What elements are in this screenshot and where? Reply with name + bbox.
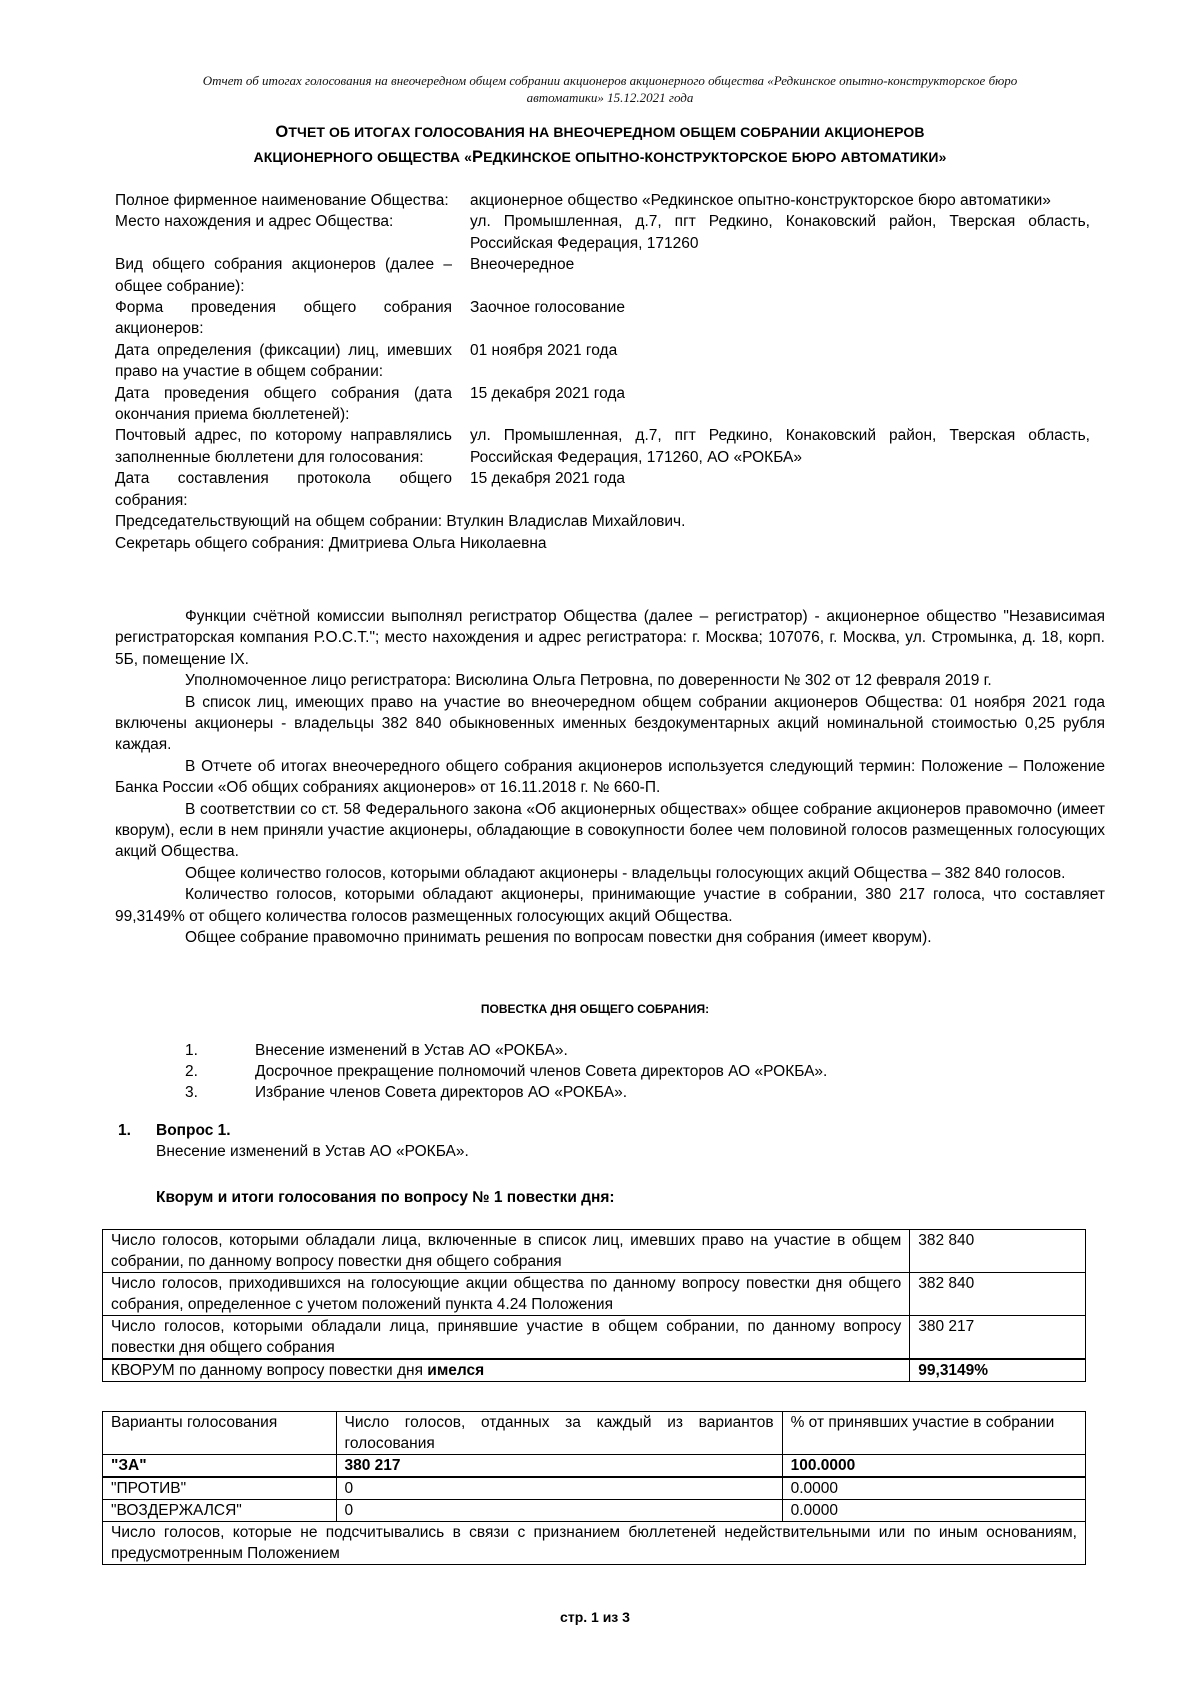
agenda-item-text: Избрание членов Совета директоров АО «РОКБА». (255, 1084, 628, 1101)
table-row (103, 1230, 1086, 1273)
running-header-line-1: Отчет об итогах голосования на внеочередном общем собрании акционеров акционерного общества «Редкинское опытно-конструкторское бюро (202, 73, 1018, 88)
info-value: ул. Промышленная, д.7, пгт Редкино, Конаковский район, Тверская область, Российская Федерация, 171260, АО «РОКБА» (470, 427, 1090, 466)
agenda-title: ПОВЕСТКА ДНЯ ОБЩЕГО СОБРАНИЯ: (480, 1002, 710, 1016)
secretary: Секретарь общего собрания: Дмитриева Ольга Николаевна (115, 534, 547, 552)
quorum-status: имелся (427, 1362, 485, 1379)
agenda-item (185, 1061, 827, 1082)
paragraph-shareholder-list: В список лиц, имеющих право на участие во внеочередном общем собрании акционеров Общества: 01 ноября 2021 года включены акционеры - владельцы 382 840 обыкновенных именных бездокументарных акций номинальной стоимостью 0,25 рубля каждая. (115, 693, 1105, 754)
paragraph-quorum-law: В соответствии со ст. 58 Федерального закона «Об акционерных обществах» общее собрание акционеров правомочно (имеет кворум), если в нем приняли участие акционеры, обладающие в совокупности более чем половиной голосов размещенных голосующих акций Общества. (115, 800, 1105, 861)
agenda-list (185, 1040, 827, 1103)
info-row-record-date (115, 340, 1105, 383)
agenda-item-text: Досрочное прекращение полномочий членов Совета директоров АО «РОКБА». (255, 1063, 828, 1080)
agenda-item-text: Внесение изменений в Устав АО «РОКБА». (255, 1042, 568, 1059)
question-number: 1. (118, 1122, 131, 1139)
quorum-label-cell: КВОРУМ по данному вопросу повестки дня имелся (103, 1359, 910, 1382)
document-title (100, 120, 1100, 170)
table-row (103, 1316, 1086, 1360)
table-cell-votes: 0 (336, 1477, 782, 1500)
agenda-item-number: 2. (185, 1063, 198, 1080)
info-row-meeting-form (115, 297, 1105, 340)
question-title: Вопрос 1. (156, 1122, 231, 1139)
info-row-meeting-type (115, 254, 1105, 297)
info-value: акционерное общество «Редкинское опытно-конструкторское бюро автоматики» (470, 192, 1051, 209)
info-label: Место нахождения и адрес Общества: (115, 213, 394, 231)
paragraph-total-votes: Общее количество голосов, которыми обладают акционеры - владельцы голосующих акций Общества – 382 840 голосов. (185, 864, 1066, 882)
paragraph-counting-commission: Функции счётной комиссии выполнял регистратор Общества (далее – регистратор) - акционерное общество "Независимая регистраторская компания Р.О.С.Т."; место нахождения и адрес регистратора: г. Москва; 107076, г. Москва, ул. Стромынка, д. 18, корп. 5Б, помещение IX. (115, 608, 1105, 668)
info-label: Дата составления протокола общего собрания: (115, 470, 452, 509)
info-value: 01 ноября 2021 года (470, 341, 618, 359)
quorum-table (102, 1229, 1086, 1382)
info-value: Заочное голосование (470, 299, 625, 317)
info-label: Дата определения (фиксации) лиц, имевших право на участие в общем собрании: (115, 341, 452, 381)
agenda-item-number: 3. (185, 1084, 198, 1101)
info-label: Полное фирменное наименование Общества: (115, 192, 449, 209)
column-header-votes: Число голосов, отданных за каждый из вариантов голосования (336, 1412, 782, 1455)
info-label: Почтовый адрес, по которому направлялись заполненные бюллетени для голосования: (115, 427, 452, 466)
info-value: 15 декабря 2021 года (470, 384, 626, 402)
column-header-percent: % от принявших участие в собрании (782, 1412, 1085, 1455)
table-row-against (103, 1477, 1086, 1500)
table-row-abstain (103, 1500, 1086, 1522)
running-header-line-2: автоматики» 15.12.2021 года (526, 90, 694, 105)
info-value: Внеочередное (470, 256, 575, 274)
running-header (130, 72, 1090, 106)
quorum-section-title: Кворум и итоги голосования по вопросу № 1 повестки дня: (156, 1189, 615, 1206)
table-cell-votes: 0 (336, 1500, 782, 1522)
company-info (115, 190, 1105, 554)
info-label: Форма проведения общего собрания акционеров: (115, 299, 452, 338)
quorum-row (103, 1359, 1086, 1382)
table-cell-value: 382 840 (910, 1230, 1086, 1273)
table-row (103, 1273, 1086, 1316)
paragraph-participating-votes: Количество голосов, которыми обладают акционеры, принимающие участие в собрании, 380 217 голоса, что составляет 99,3149% от общего количества голосов размещенных голосующих акций Общества. (115, 886, 1105, 925)
info-value: 15 декабря 2021 года (470, 470, 626, 488)
info-row-postal-address (115, 425, 1105, 468)
chairman: Председательствующий на общем собрании: Втулкин Владислав Михайлович. (115, 513, 686, 531)
paragraph-quorum-result: Общее собрание правомочно принимать решения по вопросам повестки дня собрания (имеет кворум). (185, 929, 932, 947)
info-row-full-name (115, 190, 1105, 211)
table-row-invalid-votes (103, 1522, 1086, 1565)
info-value: ул. Промышленная, д.7, пгт Редкино, Конаковский район, Тверская область, Российская Федерация, 171260 (470, 213, 1090, 252)
quorum-value: 99,3149% (910, 1359, 1086, 1382)
table-cell-description: Число голосов, которыми обладали лица, принявшие участие в общем собрании, по данному вопросу повестки дня общего собрания (103, 1316, 910, 1360)
table-cell-option: "ВОЗДЕРЖАЛСЯ" (103, 1500, 337, 1522)
agenda-item (185, 1040, 827, 1061)
info-row-address (115, 211, 1105, 254)
table-row-for (103, 1455, 1086, 1478)
question-1 (118, 1120, 469, 1163)
page-number: стр. 1 из 3 (560, 1609, 630, 1625)
info-label: Дата проведения общего собрания (дата окончания приема бюллетеней): (115, 384, 452, 424)
info-label: Вид общего собрания акционеров (далее – общее собрание): (115, 256, 452, 295)
title-line-1: ОТЧЕТ ОБ ИТОГАХ ГОЛОСОВАНИЯ НА ВНЕОЧЕРЕДНОМ ОБЩЕМ СОБРАНИИ АКЦИОНЕРОВ (275, 123, 925, 141)
table-cell-votes: 380 217 (336, 1455, 782, 1478)
table-cell-option: "ЗА" (103, 1455, 337, 1478)
info-row-meeting-date (115, 383, 1105, 426)
question-heading (118, 1120, 469, 1141)
title-line-2: АКЦИОНЕРНОГО ОБЩЕСТВА «РЕДКИНСКОЕ ОПЫТНО-КОНСТРУКТОРСКОЕ БЮРО АВТОМАТИКИ» (253, 148, 947, 166)
invalid-votes-note: Число голосов, которые не подсчитывались в связи с признанием бюллетеней недействительными или по иным основаниям, предусмотренным Положением (103, 1522, 1086, 1565)
table-cell-value: 380 217 (910, 1316, 1086, 1360)
votes-table (102, 1411, 1086, 1565)
info-row-protocol-date (115, 468, 1105, 511)
table-header-row (103, 1412, 1086, 1455)
table-cell-option: "ПРОТИВ" (103, 1477, 337, 1500)
table-cell-value: 382 840 (910, 1273, 1086, 1316)
column-header-option: Варианты голосования (103, 1412, 337, 1455)
table-cell-percent: 0.0000 (782, 1500, 1085, 1522)
table-cell-percent: 0.0000 (782, 1477, 1085, 1500)
paragraph-authorized-person: Уполномоченное лицо регистратора: Висюлина Ольга Петровна, по доверенности № 302 от 12 февраля 2019 г. (185, 672, 992, 690)
table-cell-description: Число голосов, которыми обладали лица, включенные в список лиц, имевших право на участие в общем собрании, по данному вопросу повестки дня общего собрания (103, 1230, 910, 1273)
body-paragraphs (115, 606, 1105, 949)
paragraph-term: В Отчете об итогах внеочередного общего собрания акционеров используется следующий термин: Положение – Положение Банка России «Об общих собраниях акционеров» от 16.11.2018 г. № 660-П. (115, 757, 1105, 797)
question-text: Внесение изменений в Устав АО «РОКБА». (156, 1143, 469, 1161)
agenda-item-number: 1. (185, 1042, 198, 1059)
table-cell-description: Число голосов, приходившихся на голосующие акции общества по данному вопросу повестки дня общего собрания, определенное с учетом положений пункта 4.24 Положения (103, 1273, 910, 1316)
table-cell-percent: 100.0000 (782, 1455, 1085, 1478)
agenda-item (185, 1082, 827, 1103)
